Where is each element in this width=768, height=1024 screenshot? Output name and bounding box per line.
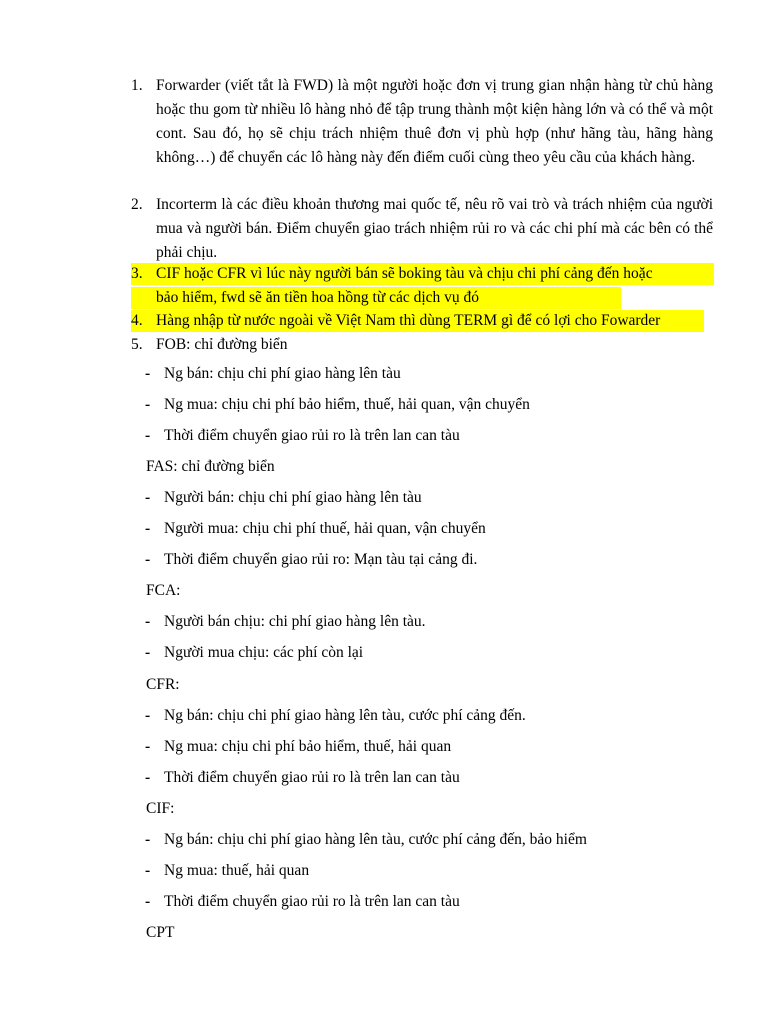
bullet-text: Thời điểm chuyển giao rủi ro là trên lan can tàu [164, 893, 460, 910]
bullet-dash: - [145, 738, 151, 755]
bullet-text: Ng bán: chịu chi phí giao hàng lên tàu [164, 365, 401, 382]
bullet-text: Ng mua: chịu chi phí bảo hiểm, thuế, hải quan, vận chuyển [164, 396, 530, 413]
list-number: 1. [131, 77, 143, 94]
text-line: có thể và một cont. Sau đó, họ sẽ chịu trách nhiệm thuê đơn vị phù hợp (như hãng [156, 101, 714, 142]
section-heading-cif: CIF: [146, 800, 175, 817]
text-line: tàu, hãng hàng không…) để chuyển các lô hàng này đến điểm cuối cùng theo yêu [156, 125, 714, 166]
list-number: 2. [131, 196, 143, 213]
section-heading-fas: FAS: chỉ đường biển [146, 458, 275, 475]
list-item-2 [131, 193, 713, 265]
list-number: 4. [131, 312, 143, 329]
bullet-dash: - [145, 489, 151, 506]
list-text [156, 74, 713, 170]
bullet-dash: - [145, 396, 151, 413]
bullet-dash: - [145, 427, 151, 444]
text-line: hàng hoặc thu gom từ nhiều lô hàng nhỏ để tập trung thành một kiện hàng lớn và [156, 77, 713, 118]
bullet-text: Người bán chịu: chi phí giao hàng lên tàu. [164, 613, 426, 630]
bullet-text: Ng mua: chịu chi phí bảo hiểm, thuế, hải quan [164, 738, 452, 755]
bullet-text: Người mua chịu: các phí còn lại [164, 644, 364, 661]
bullet-dash: - [145, 365, 151, 382]
bullet-dash: - [145, 644, 151, 661]
bullet-text: Thời điểm chuyển giao rủi ro: Mạn tàu tại cảng đi. [164, 551, 478, 568]
bullet-dash: - [145, 613, 151, 630]
list-number: 3. [131, 265, 143, 282]
bullet-text: Người mua: chịu chi phí thuế, hải quan, vận chuyển [164, 520, 486, 537]
bullet-text: Người bán: chịu chi phí giao hàng lên tàu [164, 489, 422, 506]
highlighted-text-line: bảo hiểm, fwd sẽ ăn tiền hoa hồng từ các dịch vụ đó [156, 289, 480, 306]
section-heading-fob: FOB: chỉ đường biển [156, 336, 288, 353]
bullet-text: Ng bán: chịu chi phí giao hàng lên tàu, cước phí cảng đến, bảo hiểm [164, 831, 587, 848]
text-line: người mua và người bán. Điểm chuyển giao trách nhiệm rủi ro và các chi phí mà [156, 196, 714, 237]
bullet-dash: - [145, 893, 151, 910]
bullet-dash: - [145, 862, 151, 879]
bullet-text: Ng bán: chịu chi phí giao hàng lên tàu, cước phí cảng đến. [164, 707, 526, 724]
section-heading-cpt: CPT [146, 924, 175, 941]
list-item-1 [131, 74, 713, 170]
section-heading-cfr: CFR: [146, 676, 180, 693]
list-number: 5. [131, 336, 143, 353]
bullet-dash: - [145, 520, 151, 537]
text-line: các bên có thể phải chịu. [156, 220, 714, 261]
highlighted-text-line: Hàng nhập từ nước ngoài về Việt Nam thì dùng TERM gì để có lợi cho Fowarder [156, 312, 661, 329]
bullet-dash: - [145, 707, 151, 724]
bullet-dash: - [145, 551, 151, 568]
text-line: Incorterm là các điều khoản thương mai quốc tế, nêu rõ vai trò và trách nhiệm của [156, 196, 673, 213]
bullet-text: Thời điểm chuyển giao rủi ro là trên lan can tàu [164, 769, 460, 786]
list-text [156, 193, 713, 265]
section-heading-fca: FCA: [146, 582, 181, 599]
text-line: cầu của khách hàng. [569, 149, 696, 166]
bullet-text: Thời điểm chuyển giao rủi ro là trên lan can tàu [164, 427, 460, 444]
bullet-dash: - [145, 831, 151, 848]
bullet-dash: - [145, 769, 151, 786]
highlighted-text-line: CIF hoặc CFR vì lúc này người bán sẽ boking tàu và chịu chi phí cảng đến hoặc [156, 265, 653, 282]
bullet-text: Ng mua: thuế, hải quan [164, 862, 310, 879]
text-line: Forwarder (viết tắt là FWD) là một người hoặc đơn vị trung gian nhận hàng từ chủ [156, 77, 679, 94]
